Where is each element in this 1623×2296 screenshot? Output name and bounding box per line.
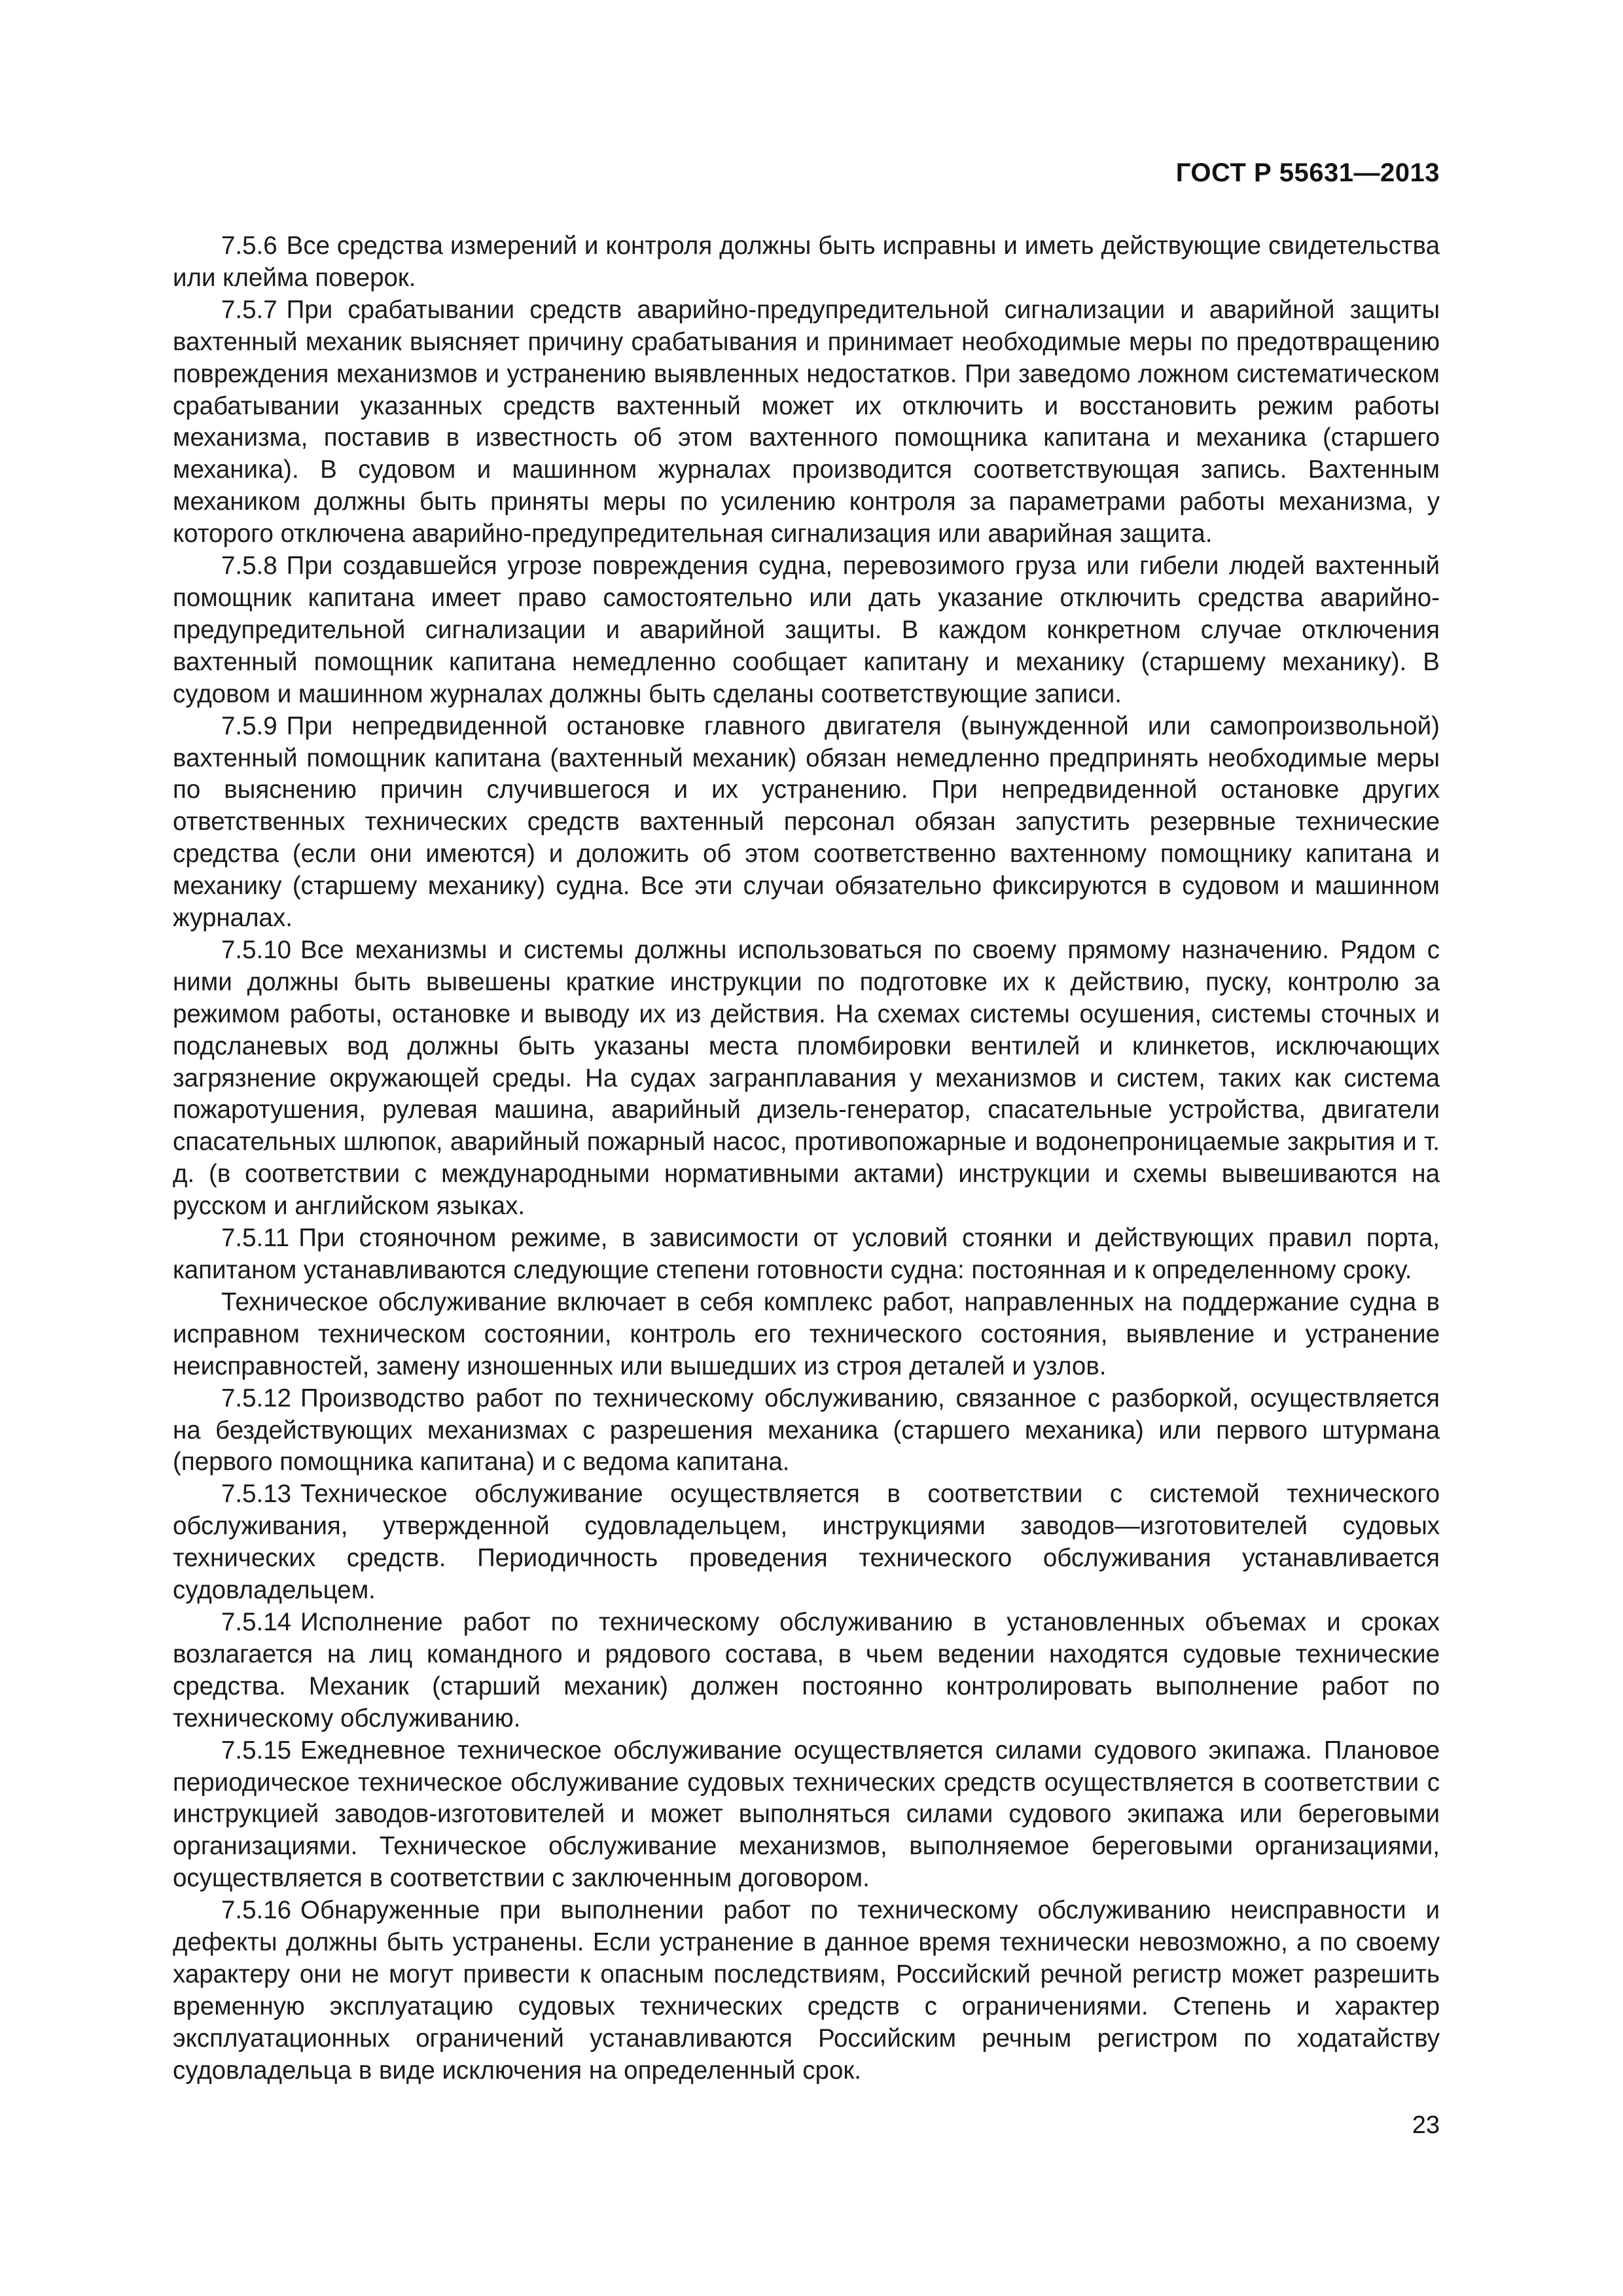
paragraph-text: Ежедневное техническое обслуживание осуществляется силами судового экипажа. Плановое периодическое техническое обслуживание судовых технических средств осуществляется в соответствии с инструкцией заводов-изготовителей и может выполняться силами судового экипажа или береговыми организациями. Техническое обслуживание механизмов, выполняемое береговыми организациями, осуществляется в соответствии с заключенным договором. xyxy=(173,1736,1440,1893)
paragraph-number: 7.5.13 xyxy=(221,1480,292,1509)
document-body xyxy=(173,230,1440,2087)
paragraph-7-5-11 xyxy=(173,1223,1440,1287)
standard-code-header: ГОСТ Р 55631—2013 xyxy=(1175,158,1440,187)
paragraph-7-5-6 xyxy=(173,230,1440,295)
paragraph-text: Исполнение работ по техническому обслуживанию в установленных объемах и сроках возлагается на лиц командного и рядового состава, в чьем ведении находятся судовые технические средства. Механик (старший механик) должен постоянно контролировать выполнение работ по техническому обслуживанию. xyxy=(173,1607,1440,1732)
paragraph-text: Техническое обслуживание осуществляется в соответствии с системой технического обслуживания, утвержденной судовладельцем, инструкциями заводов—изготовителей судовых технических средств. Периодичность проведения технического обслуживания устанавливается судовладельцем. xyxy=(173,1480,1440,1605)
paragraph-maintenance-definition xyxy=(173,1287,1440,1383)
paragraph-7-5-14 xyxy=(173,1607,1440,1735)
paragraph-7-5-7 xyxy=(173,295,1440,550)
paragraph-7-5-10 xyxy=(173,935,1440,1223)
paragraph-number: 7.5.7 xyxy=(221,295,277,324)
paragraph-7-5-15 xyxy=(173,1735,1440,1895)
paragraph-number: 7.5.12 xyxy=(221,1384,292,1412)
paragraph-number: 7.5.9 xyxy=(221,711,277,740)
paragraph-text: Обнаруженные при выполнении работ по техническому обслуживанию неисправности и дефекты должны быть устранены. Если устранение в данное время технически невозможно, а по своему характеру они не могут привести к опасным последствиям, Российский речной регистр может разрешить временную эксплуатацию судовых технических средств с ограничениями. Степень и характер эксплуатационных ограничений устанавливаются Российским речным регистром по ходатайству судовладельца в виде исключения на определенный срок. xyxy=(173,1896,1440,2085)
paragraph-7-5-9 xyxy=(173,711,1440,935)
paragraph-7-5-16 xyxy=(173,1895,1440,2087)
paragraph-7-5-8 xyxy=(173,550,1440,711)
paragraph-number: 7.5.16 xyxy=(221,1896,292,1925)
paragraph-number: 7.5.6 xyxy=(221,232,277,260)
paragraph-7-5-13 xyxy=(173,1479,1440,1607)
paragraph-text: Все средства измерений и контроля должны быть исправны и иметь действующие свидетельства или клейма поверок. xyxy=(173,232,1440,292)
paragraph-text: При непредвиденной остановке главного двигателя (вынужденной или самопроизвольной) вахтенный помощник капитана (вахтенный механик) обязан немедленно предпринять необходимые меры по выяснению причин случившегося и их устранению. При непредвиденной остановке других ответственных технических средств вахтенный персонал обязан запустить резервные технические средства (если они имеются) и доложить об этом соответственно вахтенному помощнику капитана и механику (старшему механику) судна. Все эти случаи обязательно фиксируются в судовом и машинном журналах. xyxy=(173,711,1440,933)
paragraph-7-5-12 xyxy=(173,1383,1440,1479)
paragraph-text: Производство работ по техническому обслуживанию, связанное с разборкой, осуществляется на бездействующих механизмах с разрешения механика (старшего механика) или первого штурмана (первого помощника капитана) и с ведома капитана. xyxy=(173,1384,1440,1477)
paragraph-text: При срабатывании средств аварийно-предупредительной сигнализации и аварийной защиты вахтенный механик выясняет причину срабатывания и принимает необходимые меры по предотвращению повреждения механизмов и устранению выявленных недостатков. При заведомо ложном систематическом срабатывании указанных средств вахтенный может их отключить и восстановить режим работы механизма, поставив в известность об этом вахтенного помощника капитана и механика (старшего механика). В судовом и машинном журналах производится соответствующая запись. Вахтенным механиком должны быть приняты меры по усилению контроля за параметрами работы механизма, у которого отключена аварийно-предупредительная сигнализация или аварийная защита. xyxy=(173,295,1440,548)
paragraph-number: 7.5.11 xyxy=(221,1224,290,1253)
paragraph-text: Все механизмы и системы должны использоваться по своему прямому назначению. Рядом с ними должны быть вывешены краткие инструкции по подготовке их к действию, пуску, контролю за режимом работы, остановке и выводу их из действия. На схемах системы осушения, системы сточных и подсланевых вод должны быть указаны места пломбировки вентилей и клинкетов, исключающих загрязнение окружающей среды. На судах загранплавания у механизмов и систем, таких как система пожаротушения, рулевая машина, аварийный дизель-генератор, спасательные устройства, двигатели спасательных шлюпок, аварийный пожарный насос, противопожарные и водонепроницаемые закрытия и т. д. (в соответствии с международными нормативными актами) инструкции и схемы вывешиваются на русском и английском языках. xyxy=(173,935,1440,1221)
page-number: 23 xyxy=(1412,2111,1440,2139)
paragraph-number: 7.5.10 xyxy=(221,935,292,964)
paragraph-number: 7.5.15 xyxy=(221,1736,292,1765)
paragraph-text: При создавшейся угрозе повреждения судна, перевозимого груза или гибели людей вахтенный помощник капитана имеет право самостоятельно или дать указание отключить средства аварийно-предупредительной сигнализации и аварийной защиты. В каждом конкретном случае отключения вахтенный помощник капитана немедленно сообщает капитану и механику (старшему механику). В судовом и машинном журналах должны быть сделаны соответствующие записи. xyxy=(173,552,1440,708)
paragraph-text: При стояночном режиме, в зависимости от условий стоянки и действующих правил порта, капитаном устанавливаются следующие степени готовности судна: постоянная и к определенному сроку. xyxy=(173,1224,1440,1284)
paragraph-number: 7.5.14 xyxy=(221,1607,292,1636)
paragraph-number: 7.5.8 xyxy=(221,552,277,581)
paragraph-text: Техническое обслуживание включает в себя комплекс работ, направленных на поддержание судна в исправном техническом состоянии, контроль его технического состояния, выявление и устранение неисправностей, замену изношенных или вышедших из строя деталей и узлов. xyxy=(173,1287,1440,1380)
